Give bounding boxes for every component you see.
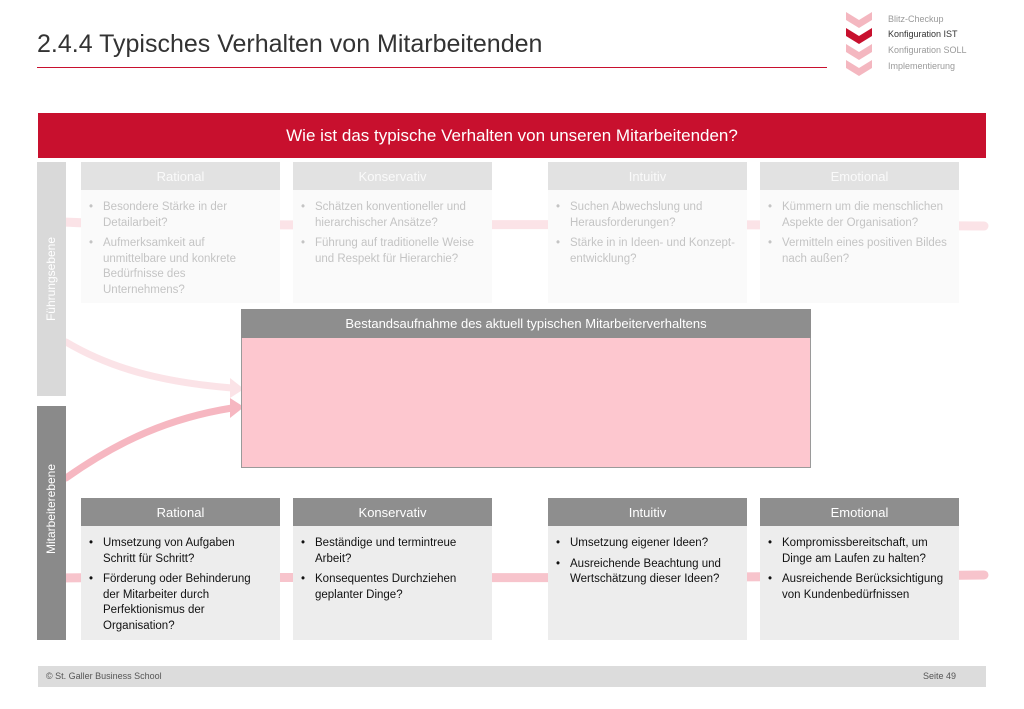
list-item: • Kompromissbereitschaft, um Dinge am Laufen zu halten?	[782, 536, 949, 567]
nav-item-implementierung[interactable]: Implementierung	[888, 61, 956, 71]
top-card-header-intuitiv: Intuitiv	[548, 162, 747, 190]
list-item: • Besondere Stärke in der Detailarbeit?	[103, 200, 270, 231]
assessment-input-area[interactable]	[241, 338, 811, 468]
footer-bar	[38, 666, 986, 687]
list-item: • Stärke in in Ideen- und Konzept-entwicklung?	[570, 236, 737, 267]
nav-item-konfiguration-ist[interactable]: Konfiguration IST	[888, 29, 958, 39]
list-item: • Vermitteln eines positiven Bildes nach außen?	[782, 236, 949, 267]
top-card-header-konservativ: Konservativ	[293, 162, 492, 190]
list-item: • Suchen Abwechslung und Herausforderungen?	[570, 200, 737, 231]
list-item: • Ausreichende Berücksichtigung von Kundenbedürfnissen	[782, 572, 949, 603]
list-item: • Beständige und termintreue Arbeit?	[315, 536, 482, 567]
bottom-card-emotional	[760, 526, 959, 640]
list-item: • Förderung oder Behinderung der Mitarbeiter durch Perfektionismus der Organisation?	[103, 572, 270, 634]
list-item: • Kümmern um die menschlichen Aspekte der Organisation?	[782, 200, 949, 231]
top-card-emotional	[760, 190, 959, 303]
footer-copyright: © St. Galler Business School	[46, 671, 162, 681]
list-item: • Umsetzung eigener Ideen?	[570, 536, 737, 552]
bottom-card-header-emotional: Emotional	[760, 498, 959, 526]
bottom-card-intuitiv	[548, 526, 747, 640]
level-label-bottom: Mitarbeiterebene	[44, 463, 58, 555]
list-item: • Schätzen konventioneller und hierarchischer Ansätze?	[315, 200, 482, 231]
level-label-top: Führungsebene	[44, 236, 58, 322]
top-card-header-rational: Rational	[81, 162, 280, 190]
assessment-title: Bestandsaufnahme des aktuell typischen Mitarbeiterverhaltens	[345, 316, 707, 331]
banner-text: Wie ist das typische Verhalten von unseren Mitarbeitenden?	[286, 125, 738, 145]
top-card-intuitiv	[548, 190, 747, 303]
bottom-card-konservativ	[293, 526, 492, 640]
top-card-rational	[81, 190, 280, 303]
bottom-card-rational	[81, 526, 280, 640]
bottom-card-header-rational: Rational	[81, 498, 280, 526]
top-card-konservativ	[293, 190, 492, 303]
nav-item-blitz-checkup[interactable]: Blitz-Checkup	[888, 14, 944, 24]
top-card-header-emotional: Emotional	[760, 162, 959, 190]
list-item: • Aufmerksamkeit auf unmittelbare und konkrete Bedürfnisse des Unternehmens?	[103, 236, 270, 298]
level-bar-fuehrungsebene	[37, 162, 66, 396]
list-item: • Führung auf traditionelle Weise und Respekt für Hierarchie?	[315, 236, 482, 267]
list-item: • Konsequentes Durchziehen geplanter Dinge?	[315, 572, 482, 603]
bottom-card-header-konservativ: Konservativ	[293, 498, 492, 526]
assessment-header	[241, 309, 811, 338]
list-item: • Ausreichende Beachtung und Wertschätzung dieser Ideen?	[570, 557, 737, 588]
bottom-card-header-intuitiv: Intuitiv	[548, 498, 747, 526]
page-number: Seite 49	[922, 671, 956, 681]
level-bar-mitarbeiterebene	[37, 406, 66, 640]
nav-item-konfiguration-soll[interactable]: Konfiguration SOLL	[888, 45, 967, 55]
page-title: 2.4.4 Typisches Verhalten von Mitarbeitenden	[37, 30, 543, 58]
list-item: • Umsetzung von Aufgaben Schritt für Schritt?	[103, 536, 270, 567]
